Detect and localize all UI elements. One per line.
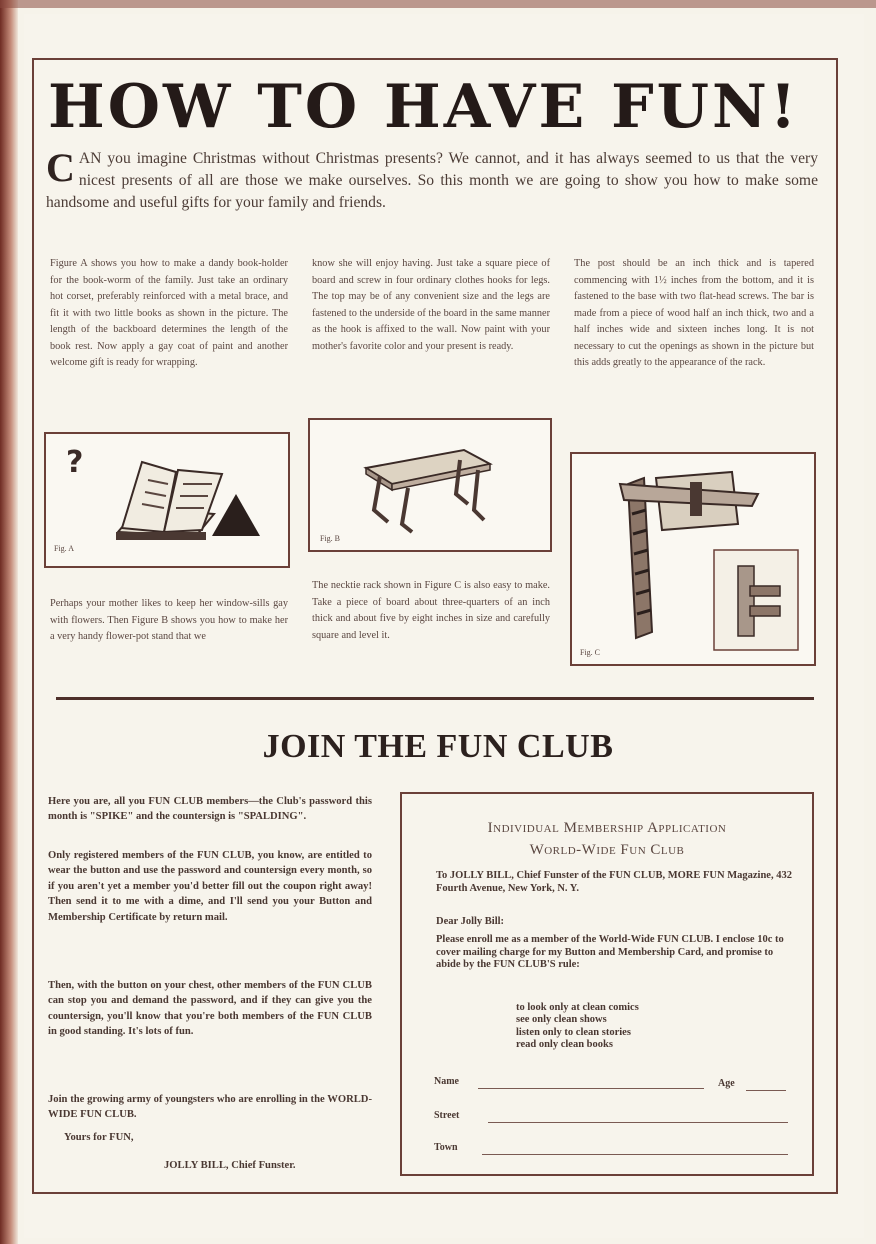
figure-c-label: Fig. C <box>580 648 601 657</box>
rule-line: read only clean books <box>516 1039 613 1051</box>
street-field[interactable] <box>488 1122 788 1123</box>
form-body: Please enroll me as a member of the World-Wide FUN CLUB. I enclose 10c to cover mailing charge for my Button and Membership Card, and promise to abide by the FUN CLUB'S rule: <box>436 934 784 971</box>
column-1-top: Figure A shows you how to make a dandy book-holder for the book-worm of the family. Just take an ordinary hot corset, preferably reinforced with a metal brace, and fit it with two little books as shown in the picture. The length of the backboard determines the length of the book rest. Now apply a gay coat of paint and another welcome gift is ready for wrapping. <box>50 258 288 368</box>
club-paragraph-2: Only registered members of the FUN CLUB, you know, are entitled to wear the button and use the password and countersign every month, so if you aren't yet a member you'd better fill out the coupon right away! Then send it to me with a dime, and I'll send you your Button and Membership Certificate by return mail. <box>48 850 372 923</box>
name-field[interactable] <box>478 1088 704 1089</box>
rule-line: see only clean shows <box>516 1014 607 1026</box>
flower-pot-stand-illustration <box>310 420 550 550</box>
rule-line: to look only at clean comics <box>516 1002 639 1013</box>
club-title: JOIN THE FUN CLUB <box>262 728 614 765</box>
figure-b <box>308 418 552 552</box>
column-1-bottom: Perhaps your mother likes to keep her window-sills gay with flowers. Then Figure B shows you how to make her a very handy flower-pot stand that we <box>50 598 288 642</box>
figure-b-label: Fig. B <box>320 534 341 543</box>
figure-a <box>44 432 290 568</box>
figure-a-label: Fig. A <box>54 544 75 553</box>
club-paragraph-4: Join the growing army of youngsters who are enrolling in the WORLD-WIDE FUN CLUB. <box>48 1094 372 1121</box>
svg-text:?: ? <box>66 445 84 480</box>
club-paragraph-3: Then, with the button on your chest, other members of the FUN CLUB can stop you and demand the password, and if they can give you the countersign, you'll know that you're both members of the FUN CLUB in good standing. It's lots of fun. <box>48 980 372 1038</box>
form-address: To JOLLY BILL, Chief Funster of the FUN CLUB, MORE FUN Magazine, 432 Fourth Avenue, New York, N. Y. <box>436 870 792 894</box>
page-title: HOW TO HAVE FUN! <box>48 72 800 142</box>
column-3-top: The post should be an inch thick and is tapered commencing with 1½ inches from the bottom, and it is fastened to the base with two flat-head screws. The bar is made from a piece of wood half an inch thick, two and a half inches wide and sixteen inches long. It is not necessary to cut the openings as shown in the picture but this adds greatly to the appearance of the rack. <box>574 258 814 368</box>
book-holder-illustration <box>46 434 288 566</box>
town-label: Town <box>434 1142 458 1153</box>
club-signature: JOLLY BILL, Chief Funster. <box>164 1160 296 1171</box>
form-heading: Individual Membership Application <box>487 820 727 836</box>
form-salutation: Dear Jolly Bill: <box>436 916 505 927</box>
column-2-bottom: The necktie rack shown in Figure C is also easy to make. Take a piece of board about three-quarters of an inch thick and about five by eight inches in size and carefully square and level it. <box>312 580 550 641</box>
column-2-top: know she will enjoy having. Just take a square piece of board and screw in four ordinary clothes hooks for legs. The top may be of any convenient size and the legs are fastened to the underside of the board in the same manner as the hook is affixed to the wall. Now paint with your mother's favorite color and your present is ready. <box>312 258 550 352</box>
club-paragraph-1: Here you are, all you FUN CLUB members—the Club's password this month is "SPIKE" and the countersign is "SPALDING". <box>48 796 372 823</box>
intro-paragraph <box>46 145 818 214</box>
rule-line: listen only to clean stories <box>516 1026 631 1038</box>
form-subheading: World-Wide Fun Club <box>529 842 685 858</box>
membership-application-form <box>400 792 814 1176</box>
necktie-rack-illustration <box>572 454 814 664</box>
page-edge <box>0 0 18 1244</box>
page-top-edge <box>0 0 876 8</box>
section-divider <box>56 697 814 700</box>
figure-c <box>570 452 816 666</box>
street-label: Street <box>434 1110 460 1121</box>
intro-text: AN you imagine Christmas without Christmas presents? We cannot, and it has always seemed to us that the very nicest presents of all are those we make ourselves. So this month we are going to show you how to make some handsome and useful gifts for your family and friends. <box>46 150 818 211</box>
age-field[interactable] <box>746 1090 786 1091</box>
drop-cap: C <box>46 145 75 190</box>
fun-club-rule <box>516 1002 639 1052</box>
age-label: Age <box>718 1078 735 1089</box>
club-closing: Yours for FUN, <box>64 1132 134 1143</box>
name-label: Name <box>434 1076 459 1087</box>
town-field[interactable] <box>482 1154 788 1155</box>
